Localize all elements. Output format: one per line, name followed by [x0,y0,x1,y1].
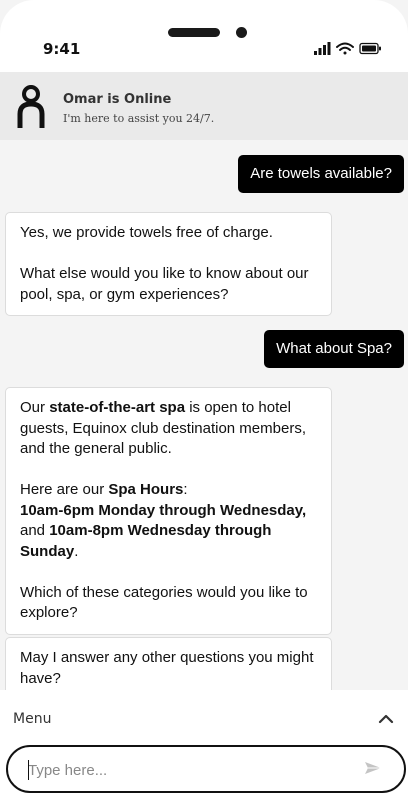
text-span: and [20,522,50,539]
wifi-icon [337,44,353,55]
text-span: : [183,481,188,498]
notch-camera-dot [236,27,247,38]
text-span: . [74,542,79,560]
send-icon[interactable] [364,760,382,776]
message-composer [6,745,406,793]
battery-icon [360,44,381,54]
text-caret [28,760,29,780]
chat-header [0,72,408,140]
status-bar [0,0,408,72]
chevron-up-icon[interactable] [378,713,394,725]
bold-text: 10am-6pm Monday through Wednesday, [20,501,307,519]
bot-message [5,387,332,635]
user-message: Are towels available? [238,155,404,193]
bold-text: Spa Hours [108,481,184,498]
text-span: is open to hotel guests, Equinox club destination members, and the general public. [20,399,306,457]
menu-toggle-label[interactable]: Menu [13,711,52,727]
agent-tagline: I'm here to assist you 24/7. [63,112,215,125]
bot-message-paragraph [20,398,317,460]
bot-message [5,212,332,316]
agent-logo-icon [14,84,48,130]
notch-pill [168,28,220,37]
bot-message-paragraph [20,480,317,562]
text-span: Here are our [20,481,109,498]
text-span: Our [20,399,50,416]
bot-message-paragraph: Which of these categories would you like to explore? [20,583,308,621]
user-message: What about Spa? [264,330,404,368]
message-input[interactable] [28,759,348,781]
status-time: 9:41 [43,40,81,58]
bold-text: 10am-8pm Wednesday through Sunday [20,522,272,560]
agent-name: Omar is Online [63,92,172,107]
signal-icon [314,42,331,55]
bot-message-line: What else would you like to know about our pool, spa, or gym experiences? [20,265,309,303]
bold-text: state-of-the-art spa [49,399,186,416]
bot-message-line: Yes, we provide towels free of charge. [20,224,273,241]
status-icons [314,40,384,56]
bot-message-line: May I answer any other questions you might have? [20,649,314,687]
